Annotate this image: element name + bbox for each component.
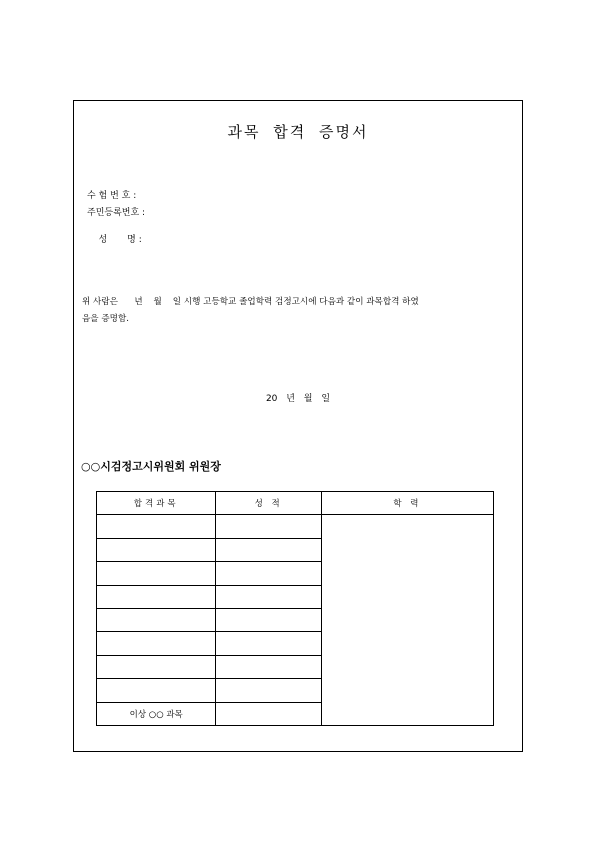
certificate-frame [73, 100, 523, 752]
certification-statement [82, 294, 520, 328]
resident-number-label: 주민등록번호 : [87, 208, 146, 218]
subject-cell [97, 562, 216, 585]
header-subject: 합격과목 [97, 492, 216, 515]
issuer-name: ○○시검정고시위원회 위원장 [81, 460, 221, 473]
certificate-title: 과목 합격 증명서 [227, 123, 369, 141]
subject-cell [97, 538, 216, 561]
score-cell [216, 655, 321, 678]
score-cell [216, 608, 321, 631]
statement-line-1: 위 사람은 년 월 일 시행 고등학교 졸업학력 검정고시에 다음과 같이 과목합격 하였 [82, 297, 419, 307]
name-field [87, 222, 142, 255]
name-label: 성 명 : [98, 235, 142, 245]
subject-cell [97, 679, 216, 702]
exam-number-label: 수 험 번 호 : [87, 191, 137, 201]
table-row [97, 515, 494, 538]
score-cell [216, 702, 321, 725]
resident-number-field [87, 205, 145, 218]
header-score: 성 적 [216, 492, 321, 515]
subject-cell [97, 608, 216, 631]
issue-date: 20 년 월 일 [265, 394, 331, 404]
subject-table [96, 491, 494, 726]
statement-line-2: 음을 증명함. [82, 314, 129, 324]
score-cell [216, 679, 321, 702]
table-header-row [97, 492, 494, 515]
subject-cell [97, 585, 216, 608]
subject-cell [97, 632, 216, 655]
subject-cell [97, 515, 216, 538]
subject-count-label: 이상 ○○ 과목 [97, 702, 216, 725]
score-cell [216, 515, 321, 538]
education-cell [321, 515, 493, 726]
header-education: 학 력 [321, 492, 493, 515]
subject-cell [97, 655, 216, 678]
score-cell [216, 632, 321, 655]
exam-number-field [87, 188, 136, 201]
score-cell [216, 538, 321, 561]
score-cell [216, 585, 321, 608]
score-cell [216, 562, 321, 585]
